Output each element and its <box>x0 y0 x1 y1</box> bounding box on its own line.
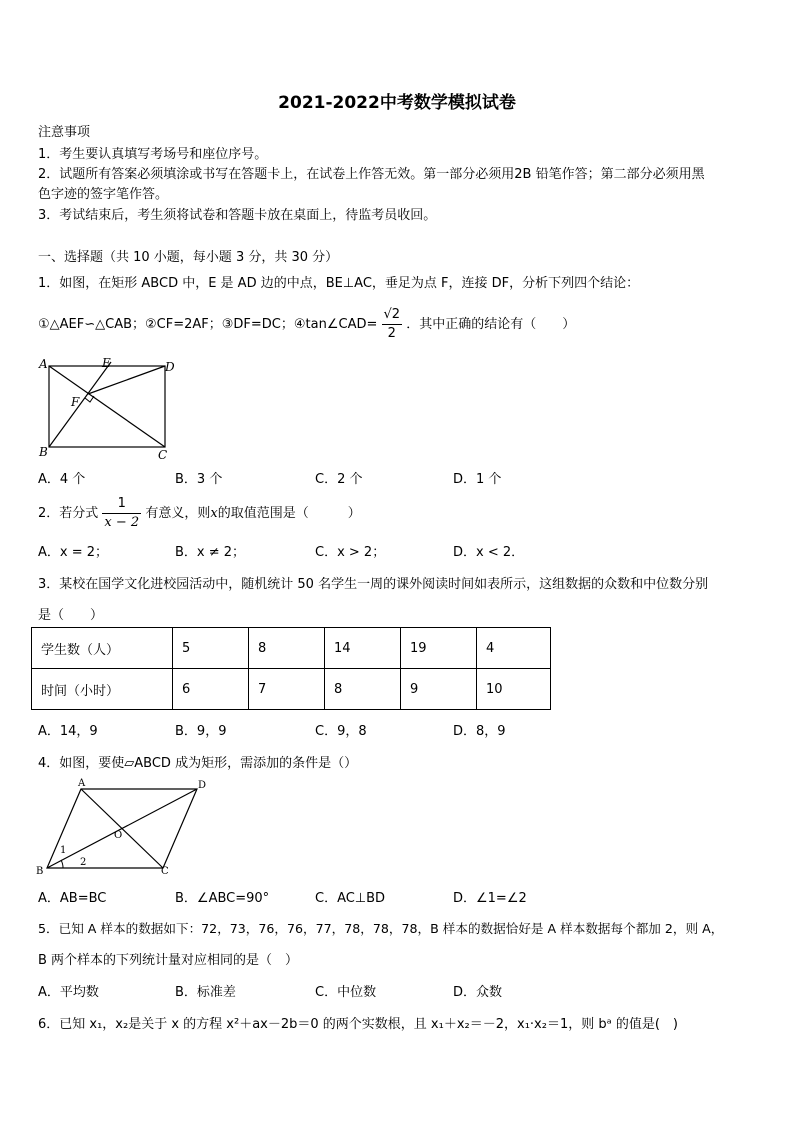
label-a: A <box>78 778 86 789</box>
label-b: B <box>39 445 48 459</box>
q1-conclusions-prefix: ①△AEF∽△CAB；②CF=2AF；③DF=DC；④tan∠CAD= <box>38 317 378 332</box>
table-row <box>32 628 551 669</box>
fraction-numerator: √2 <box>382 306 403 325</box>
table-cell: 9 <box>401 669 477 710</box>
notice-item: 2．试题所有答案必须填涂或书写在答题卡上，在试卷上作答无效。第一部分必须用2B 铅笔作答；第二部分必须用黑 <box>38 167 705 182</box>
q5-option-a[interactable]: A．平均数 <box>38 985 99 1000</box>
label-a: A <box>39 357 48 371</box>
label-angle-2: 2 <box>80 857 87 868</box>
q1-rectangle-figure <box>36 356 176 460</box>
angle-arc <box>61 860 63 868</box>
table-cell: 学生数（人） <box>32 628 173 669</box>
table-cell: 8 <box>325 669 401 710</box>
q2-option-c[interactable]: C．x > 2； <box>315 545 386 560</box>
table-cell: 6 <box>173 669 249 710</box>
notice-item: 3．考试结束后，考生须将试卷和答题卡放在桌面上，待监考员收回。 <box>38 208 437 223</box>
table-cell: 19 <box>401 628 477 669</box>
q2-variable: x <box>210 506 218 521</box>
segment-be <box>49 362 111 447</box>
table-cell: 时间（小时） <box>32 669 173 710</box>
q2-fraction <box>102 495 141 532</box>
table-cell: 5 <box>173 628 249 669</box>
table-cell: 14 <box>325 628 401 669</box>
q4-option-a[interactable]: A．AB=BC <box>38 891 107 906</box>
q2-option-a[interactable]: A．x = 2； <box>38 545 109 560</box>
diagonal-ac <box>49 366 165 447</box>
q1-option-a[interactable]: A．4 个 <box>38 472 86 487</box>
label-d: D <box>198 780 207 791</box>
diagonal-bd <box>47 789 197 868</box>
table-row <box>32 669 551 710</box>
q3-stem-cont: 是（ ） <box>38 608 104 623</box>
q4-option-c[interactable]: C．AC⊥BD <box>315 891 386 906</box>
q2-option-b[interactable]: B．x ≠ 2； <box>175 545 246 560</box>
q2-option-d[interactable]: D．x < 2． <box>453 545 525 560</box>
q4-option-d[interactable]: D．∠1=∠2 <box>453 891 527 906</box>
label-d: D <box>165 360 175 374</box>
label-e: E <box>102 356 111 370</box>
q5-option-c[interactable]: C．中位数 <box>315 985 377 1000</box>
notice-item: 色字迹的签字笔作答。 <box>38 187 169 202</box>
segment-df <box>88 366 165 394</box>
sqrt2-over-2-fraction <box>382 306 403 343</box>
q2-stem-a: 2．若分式 <box>38 506 99 521</box>
q1-option-c[interactable]: C．2 个 <box>315 472 363 487</box>
q5-stem-cont: B 两个样本的下列统计量对应相同的是（ ） <box>38 953 299 968</box>
q5-option-b[interactable]: B．标准差 <box>175 985 236 1000</box>
q3-stem: 3．某校在国学文化进校园活动中，随机统计 50 名学生一周的课外阅读时间如表所示，这组数据的众数和中位数分别 <box>38 577 709 592</box>
q2-stem <box>38 495 361 532</box>
fraction-denominator: 2 <box>387 326 396 341</box>
page-title: 2021-2022中考数学模拟试卷 <box>278 93 516 113</box>
q4-option-b[interactable]: B．∠ABC=90° <box>175 891 270 906</box>
q1-conclusions <box>38 306 575 343</box>
q3-option-a[interactable]: A．14，9 <box>38 724 98 739</box>
q1-stem: 1．如图，在矩形 ABCD 中，E 是 AD 边的中点，BE⊥AC，垂足为点 F，连接 DF，分析下列四个结论： <box>38 276 640 291</box>
q5-stem: 5．已知 A 样本的数据如下：72，73，76，76，77，78，78，78，B 样本的数据恰好是 A 样本数据每个都加 2，则 A， <box>38 921 724 936</box>
q4-parallelogram-figure <box>34 776 214 876</box>
q3-option-c[interactable]: C．9，8 <box>315 724 367 739</box>
q1-conclusions-suffix: ．其中正确的结论有（ ） <box>406 317 576 332</box>
label-c: C <box>161 866 169 876</box>
label-o: O <box>114 830 123 841</box>
q2-stem-b: 有意义，则 <box>145 506 211 521</box>
q3-option-b[interactable]: B．9，9 <box>175 724 227 739</box>
q1-option-d[interactable]: D．1 个 <box>453 472 502 487</box>
section-heading: 一、选择题（共 10 小题，每小题 3 分，共 30 分） <box>38 250 339 265</box>
fraction-denominator: x − 2 <box>104 515 140 530</box>
fraction-numerator: 1 <box>102 495 141 514</box>
table-cell: 7 <box>249 669 325 710</box>
q2-stem-c: 的取值范围是（ ） <box>217 506 361 521</box>
label-angle-1: 1 <box>60 845 67 856</box>
table-cell: 10 <box>477 669 551 710</box>
notice-item: 1．考生要认真填写考场号和座位序号。 <box>38 147 268 162</box>
q6-stem: 6．已知 x₁，x₂是关于 x 的方程 x²＋ax－2b＝0 的两个实数根，且 x₁＋x₂＝－2，x₁·x₂＝1，则 bᵃ 的值是( ) <box>38 1017 678 1032</box>
q4-stem: 4．如图，要使▱ABCD 成为矩形，需添加的条件是（） <box>38 756 358 771</box>
q1-option-b[interactable]: B．3 个 <box>175 472 223 487</box>
q5-option-d[interactable]: D．众数 <box>453 985 503 1000</box>
reading-time-table <box>31 627 551 710</box>
q3-option-d[interactable]: D．8，9 <box>453 724 506 739</box>
label-b: B <box>36 866 44 876</box>
table-cell: 4 <box>477 628 551 669</box>
label-c: C <box>158 448 168 460</box>
table-cell: 8 <box>249 628 325 669</box>
label-f: F <box>71 395 80 409</box>
notice-heading: 注意事项 <box>38 125 91 140</box>
